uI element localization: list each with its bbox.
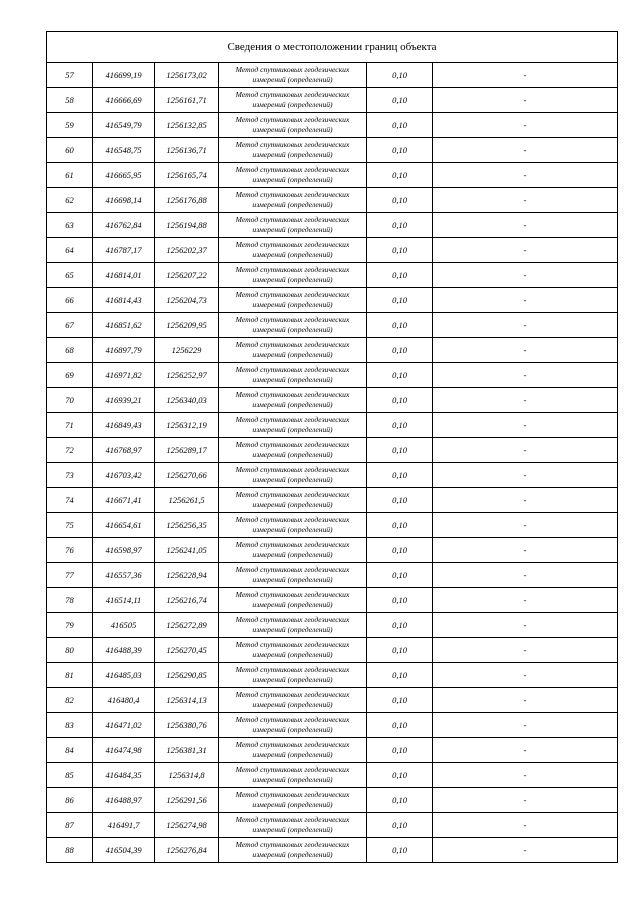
method-line-2: измерений (определений) bbox=[252, 100, 333, 109]
method-line-1: Метод спутниковых геодезических bbox=[235, 290, 350, 299]
point-number: 75 bbox=[47, 513, 93, 538]
coord-x: 416488,97 bbox=[93, 788, 155, 813]
point-number: 63 bbox=[47, 213, 93, 238]
method-line-1: Метод спутниковых геодезических bbox=[235, 665, 350, 674]
method-line-1: Метод спутниковых геодезических bbox=[235, 590, 350, 599]
note-value: - bbox=[433, 313, 618, 338]
coord-x: 416768,97 bbox=[93, 438, 155, 463]
method-line-1: Метод спутниковых геодезических bbox=[235, 790, 350, 799]
table-title: Сведения о местоположении границ объекта bbox=[47, 32, 618, 63]
precision-value: 0,10 bbox=[367, 213, 433, 238]
table-row bbox=[47, 388, 618, 413]
note-value: - bbox=[433, 438, 618, 463]
note-value: - bbox=[433, 88, 618, 113]
coord-x: 416939,21 bbox=[93, 388, 155, 413]
method-cell bbox=[219, 763, 367, 788]
method-cell bbox=[219, 588, 367, 613]
note-value: - bbox=[433, 388, 618, 413]
method-line-1: Метод спутниковых геодезических bbox=[235, 140, 350, 149]
method-line-2: измерений (определений) bbox=[252, 300, 333, 309]
method-line-1: Метод спутниковых геодезических bbox=[235, 190, 350, 199]
coord-x: 416505 bbox=[93, 613, 155, 638]
method-line-1: Метод спутниковых геодезических bbox=[235, 340, 350, 349]
table-row bbox=[47, 838, 618, 863]
table-row bbox=[47, 688, 618, 713]
coord-x: 416488,39 bbox=[93, 638, 155, 663]
coord-x: 416666,69 bbox=[93, 88, 155, 113]
coord-y: 1256202,37 bbox=[155, 238, 219, 263]
table-row bbox=[47, 463, 618, 488]
method-line-1: Метод спутниковых геодезических bbox=[235, 390, 350, 399]
precision-value: 0,10 bbox=[367, 288, 433, 313]
coord-x: 416557,36 bbox=[93, 563, 155, 588]
method-cell bbox=[219, 788, 367, 813]
method-line-1: Метод спутниковых геодезических bbox=[235, 165, 350, 174]
note-value: - bbox=[433, 463, 618, 488]
method-line-2: измерений (определений) bbox=[252, 225, 333, 234]
coord-x: 416849,43 bbox=[93, 413, 155, 438]
point-number: 84 bbox=[47, 738, 93, 763]
note-value: - bbox=[433, 738, 618, 763]
coord-y: 1256229 bbox=[155, 338, 219, 363]
coord-x: 416474,98 bbox=[93, 738, 155, 763]
table-row bbox=[47, 738, 618, 763]
method-line-2: измерений (определений) bbox=[252, 750, 333, 759]
point-number: 65 bbox=[47, 263, 93, 288]
method-line-2: измерений (определений) bbox=[252, 600, 333, 609]
method-line-1: Метод спутниковых геодезических bbox=[235, 515, 350, 524]
method-cell bbox=[219, 88, 367, 113]
table-row bbox=[47, 238, 618, 263]
coord-y: 1256314,8 bbox=[155, 763, 219, 788]
table-row bbox=[47, 438, 618, 463]
precision-value: 0,10 bbox=[367, 788, 433, 813]
table-row bbox=[47, 138, 618, 163]
note-value: - bbox=[433, 238, 618, 263]
table-row bbox=[47, 663, 618, 688]
note-value: - bbox=[433, 663, 618, 688]
precision-value: 0,10 bbox=[367, 88, 433, 113]
method-cell bbox=[219, 388, 367, 413]
method-line-2: измерений (определений) bbox=[252, 350, 333, 359]
method-line-2: измерений (определений) bbox=[252, 775, 333, 784]
table-row bbox=[47, 563, 618, 588]
method-cell bbox=[219, 738, 367, 763]
point-number: 66 bbox=[47, 288, 93, 313]
method-line-2: измерений (определений) bbox=[252, 850, 333, 859]
note-value: - bbox=[433, 588, 618, 613]
coord-x: 416814,01 bbox=[93, 263, 155, 288]
note-value: - bbox=[433, 838, 618, 863]
coord-y: 1256274,98 bbox=[155, 813, 219, 838]
method-line-1: Метод спутниковых геодезических bbox=[235, 415, 350, 424]
note-value: - bbox=[433, 613, 618, 638]
point-number: 71 bbox=[47, 413, 93, 438]
precision-value: 0,10 bbox=[367, 263, 433, 288]
method-line-1: Метод спутниковых геодезических bbox=[235, 365, 350, 374]
coord-y: 1256228,94 bbox=[155, 563, 219, 588]
coord-x: 416699,19 bbox=[93, 63, 155, 88]
point-number: 87 bbox=[47, 813, 93, 838]
method-cell bbox=[219, 213, 367, 238]
point-number: 62 bbox=[47, 188, 93, 213]
method-line-2: измерений (определений) bbox=[252, 125, 333, 134]
note-value: - bbox=[433, 113, 618, 138]
coord-x: 416762,84 bbox=[93, 213, 155, 238]
precision-value: 0,10 bbox=[367, 563, 433, 588]
point-number: 73 bbox=[47, 463, 93, 488]
precision-value: 0,10 bbox=[367, 638, 433, 663]
coord-y: 1256270,45 bbox=[155, 638, 219, 663]
point-number: 83 bbox=[47, 713, 93, 738]
coord-y: 1256290,85 bbox=[155, 663, 219, 688]
method-line-2: измерений (определений) bbox=[252, 550, 333, 559]
point-number: 77 bbox=[47, 563, 93, 588]
precision-value: 0,10 bbox=[367, 463, 433, 488]
coord-x: 416851,62 bbox=[93, 313, 155, 338]
method-line-1: Метод спутниковых геодезических bbox=[235, 265, 350, 274]
precision-value: 0,10 bbox=[367, 238, 433, 263]
method-cell bbox=[219, 63, 367, 88]
method-cell bbox=[219, 138, 367, 163]
coord-x: 416514,11 bbox=[93, 588, 155, 613]
coord-x: 416897,79 bbox=[93, 338, 155, 363]
precision-value: 0,10 bbox=[367, 438, 433, 463]
precision-value: 0,10 bbox=[367, 813, 433, 838]
note-value: - bbox=[433, 213, 618, 238]
coord-x: 416480,4 bbox=[93, 688, 155, 713]
note-value: - bbox=[433, 763, 618, 788]
precision-value: 0,10 bbox=[367, 63, 433, 88]
point-number: 85 bbox=[47, 763, 93, 788]
method-line-2: измерений (определений) bbox=[252, 375, 333, 384]
method-line-2: измерений (определений) bbox=[252, 525, 333, 534]
coord-y: 1256165,74 bbox=[155, 163, 219, 188]
coord-y: 1256381,31 bbox=[155, 738, 219, 763]
method-line-2: измерений (определений) bbox=[252, 425, 333, 434]
table-row bbox=[47, 813, 618, 838]
coord-y: 1256161,71 bbox=[155, 88, 219, 113]
note-value: - bbox=[433, 338, 618, 363]
method-line-2: измерений (определений) bbox=[252, 500, 333, 509]
boundary-table bbox=[46, 31, 618, 863]
method-line-1: Метод спутниковых геодезических bbox=[235, 640, 350, 649]
precision-value: 0,10 bbox=[367, 688, 433, 713]
table-row bbox=[47, 538, 618, 563]
precision-value: 0,10 bbox=[367, 838, 433, 863]
precision-value: 0,10 bbox=[367, 538, 433, 563]
method-cell bbox=[219, 438, 367, 463]
method-line-1: Метод спутниковых геодезических bbox=[235, 440, 350, 449]
point-number: 88 bbox=[47, 838, 93, 863]
point-number: 68 bbox=[47, 338, 93, 363]
table-row bbox=[47, 638, 618, 663]
coord-y: 1256270,66 bbox=[155, 463, 219, 488]
method-line-1: Метод спутниковых геодезических bbox=[235, 690, 350, 699]
coord-x: 416971,82 bbox=[93, 363, 155, 388]
coord-x: 416484,35 bbox=[93, 763, 155, 788]
method-line-2: измерений (определений) bbox=[252, 675, 333, 684]
method-cell bbox=[219, 363, 367, 388]
point-number: 61 bbox=[47, 163, 93, 188]
method-line-2: измерений (определений) bbox=[252, 150, 333, 159]
coord-x: 416787,17 bbox=[93, 238, 155, 263]
coord-y: 1256194,88 bbox=[155, 213, 219, 238]
method-cell bbox=[219, 813, 367, 838]
method-cell bbox=[219, 113, 367, 138]
method-cell bbox=[219, 638, 367, 663]
point-number: 57 bbox=[47, 63, 93, 88]
precision-value: 0,10 bbox=[367, 413, 433, 438]
note-value: - bbox=[433, 688, 618, 713]
method-cell bbox=[219, 688, 367, 713]
precision-value: 0,10 bbox=[367, 313, 433, 338]
method-line-2: измерений (определений) bbox=[252, 725, 333, 734]
note-value: - bbox=[433, 263, 618, 288]
method-line-2: измерений (определений) bbox=[252, 800, 333, 809]
precision-value: 0,10 bbox=[367, 713, 433, 738]
method-line-2: измерений (определений) bbox=[252, 450, 333, 459]
method-cell bbox=[219, 613, 367, 638]
table-row bbox=[47, 338, 618, 363]
note-value: - bbox=[433, 638, 618, 663]
point-number: 67 bbox=[47, 313, 93, 338]
point-number: 76 bbox=[47, 538, 93, 563]
precision-value: 0,10 bbox=[367, 488, 433, 513]
method-line-1: Метод спутниковых геодезических bbox=[235, 65, 350, 74]
coord-x: 416654,61 bbox=[93, 513, 155, 538]
method-line-1: Метод спутниковых геодезических bbox=[235, 615, 350, 624]
note-value: - bbox=[433, 63, 618, 88]
point-number: 69 bbox=[47, 363, 93, 388]
method-line-1: Метод спутниковых геодезических bbox=[235, 840, 350, 849]
note-value: - bbox=[433, 713, 618, 738]
table-row bbox=[47, 413, 618, 438]
method-line-2: измерений (определений) bbox=[252, 175, 333, 184]
table-row bbox=[47, 488, 618, 513]
table-row bbox=[47, 288, 618, 313]
coord-y: 1256291,56 bbox=[155, 788, 219, 813]
point-number: 72 bbox=[47, 438, 93, 463]
coord-y: 1256207,22 bbox=[155, 263, 219, 288]
point-number: 80 bbox=[47, 638, 93, 663]
method-cell bbox=[219, 413, 367, 438]
coord-y: 1256136,71 bbox=[155, 138, 219, 163]
method-cell bbox=[219, 513, 367, 538]
note-value: - bbox=[433, 488, 618, 513]
precision-value: 0,10 bbox=[367, 613, 433, 638]
coord-x: 416671,41 bbox=[93, 488, 155, 513]
precision-value: 0,10 bbox=[367, 163, 433, 188]
point-number: 74 bbox=[47, 488, 93, 513]
coord-y: 1256176,88 bbox=[155, 188, 219, 213]
method-line-1: Метод спутниковых геодезических bbox=[235, 815, 350, 824]
table-row bbox=[47, 113, 618, 138]
method-line-2: измерений (определений) bbox=[252, 250, 333, 259]
method-line-1: Метод спутниковых геодезических bbox=[235, 740, 350, 749]
table-row bbox=[47, 763, 618, 788]
method-cell bbox=[219, 538, 367, 563]
coord-y: 1256340,03 bbox=[155, 388, 219, 413]
method-cell bbox=[219, 288, 367, 313]
table-row bbox=[47, 263, 618, 288]
table-row bbox=[47, 613, 618, 638]
method-line-1: Метод спутниковых геодезических bbox=[235, 715, 350, 724]
note-value: - bbox=[433, 813, 618, 838]
method-line-1: Метод спутниковых геодезических bbox=[235, 240, 350, 249]
point-number: 86 bbox=[47, 788, 93, 813]
method-cell bbox=[219, 338, 367, 363]
point-number: 58 bbox=[47, 88, 93, 113]
method-line-1: Метод спутниковых геодезических bbox=[235, 465, 350, 474]
coord-x: 416814,43 bbox=[93, 288, 155, 313]
precision-value: 0,10 bbox=[367, 138, 433, 163]
method-cell bbox=[219, 838, 367, 863]
coord-y: 1256209,95 bbox=[155, 313, 219, 338]
note-value: - bbox=[433, 163, 618, 188]
note-value: - bbox=[433, 413, 618, 438]
method-cell bbox=[219, 263, 367, 288]
coord-y: 1256241,05 bbox=[155, 538, 219, 563]
method-line-1: Метод спутниковых геодезических bbox=[235, 765, 350, 774]
coord-y: 1256173,02 bbox=[155, 63, 219, 88]
method-line-1: Метод спутниковых геодезических bbox=[235, 115, 350, 124]
method-cell bbox=[219, 663, 367, 688]
precision-value: 0,10 bbox=[367, 588, 433, 613]
note-value: - bbox=[433, 138, 618, 163]
coord-y: 1256314,13 bbox=[155, 688, 219, 713]
coord-x: 416703,42 bbox=[93, 463, 155, 488]
method-line-2: измерений (определений) bbox=[252, 400, 333, 409]
method-cell bbox=[219, 563, 367, 588]
coord-x: 416598,97 bbox=[93, 538, 155, 563]
precision-value: 0,10 bbox=[367, 388, 433, 413]
method-line-1: Метод спутниковых геодезических bbox=[235, 565, 350, 574]
method-line-2: измерений (определений) bbox=[252, 700, 333, 709]
table-row bbox=[47, 88, 618, 113]
point-number: 59 bbox=[47, 113, 93, 138]
note-value: - bbox=[433, 788, 618, 813]
method-cell bbox=[219, 163, 367, 188]
note-value: - bbox=[433, 513, 618, 538]
coord-x: 416698,14 bbox=[93, 188, 155, 213]
point-number: 70 bbox=[47, 388, 93, 413]
method-line-2: измерений (определений) bbox=[252, 200, 333, 209]
note-value: - bbox=[433, 538, 618, 563]
coord-y: 1256204,73 bbox=[155, 288, 219, 313]
coord-y: 1256216,74 bbox=[155, 588, 219, 613]
method-cell bbox=[219, 713, 367, 738]
method-line-2: измерений (определений) bbox=[252, 625, 333, 634]
precision-value: 0,10 bbox=[367, 513, 433, 538]
precision-value: 0,10 bbox=[367, 363, 433, 388]
precision-value: 0,10 bbox=[367, 113, 433, 138]
table-row bbox=[47, 313, 618, 338]
table-row bbox=[47, 63, 618, 88]
method-line-1: Метод спутниковых геодезических bbox=[235, 490, 350, 499]
table-row bbox=[47, 588, 618, 613]
table-row bbox=[47, 188, 618, 213]
point-number: 64 bbox=[47, 238, 93, 263]
method-cell bbox=[219, 463, 367, 488]
method-line-2: измерений (определений) bbox=[252, 75, 333, 84]
table-row bbox=[47, 363, 618, 388]
point-number: 82 bbox=[47, 688, 93, 713]
method-cell bbox=[219, 238, 367, 263]
coord-y: 1256132,85 bbox=[155, 113, 219, 138]
method-line-2: измерений (определений) bbox=[252, 275, 333, 284]
method-line-1: Метод спутниковых геодезических bbox=[235, 215, 350, 224]
method-line-2: измерений (определений) bbox=[252, 475, 333, 484]
coord-x: 416665,95 bbox=[93, 163, 155, 188]
note-value: - bbox=[433, 188, 618, 213]
method-line-2: измерений (определений) bbox=[252, 825, 333, 834]
method-line-1: Метод спутниковых геодезических bbox=[235, 90, 350, 99]
method-line-2: измерений (определений) bbox=[252, 575, 333, 584]
coord-y: 1256252,97 bbox=[155, 363, 219, 388]
table-title-row bbox=[47, 32, 618, 63]
table-row bbox=[47, 513, 618, 538]
coord-x: 416471,02 bbox=[93, 713, 155, 738]
table-row bbox=[47, 713, 618, 738]
coord-y: 1256380,76 bbox=[155, 713, 219, 738]
method-line-2: измерений (определений) bbox=[252, 325, 333, 334]
coord-y: 1256256,35 bbox=[155, 513, 219, 538]
precision-value: 0,10 bbox=[367, 738, 433, 763]
point-number: 79 bbox=[47, 613, 93, 638]
method-line-2: измерений (определений) bbox=[252, 650, 333, 659]
method-cell bbox=[219, 488, 367, 513]
note-value: - bbox=[433, 563, 618, 588]
note-value: - bbox=[433, 288, 618, 313]
precision-value: 0,10 bbox=[367, 663, 433, 688]
point-number: 60 bbox=[47, 138, 93, 163]
coord-x: 416548,75 bbox=[93, 138, 155, 163]
coord-y: 1256276,84 bbox=[155, 838, 219, 863]
precision-value: 0,10 bbox=[367, 188, 433, 213]
method-line-1: Метод спутниковых геодезических bbox=[235, 540, 350, 549]
coord-y: 1256289,17 bbox=[155, 438, 219, 463]
table-row bbox=[47, 213, 618, 238]
precision-value: 0,10 bbox=[367, 763, 433, 788]
coord-y: 1256312,19 bbox=[155, 413, 219, 438]
method-cell bbox=[219, 313, 367, 338]
coord-y: 1256272,89 bbox=[155, 613, 219, 638]
table-row bbox=[47, 788, 618, 813]
precision-value: 0,10 bbox=[367, 338, 433, 363]
coord-x: 416491,7 bbox=[93, 813, 155, 838]
coord-x: 416504,39 bbox=[93, 838, 155, 863]
coord-x: 416549,79 bbox=[93, 113, 155, 138]
coord-x: 416485,03 bbox=[93, 663, 155, 688]
method-line-1: Метод спутниковых геодезических bbox=[235, 315, 350, 324]
table-row bbox=[47, 163, 618, 188]
coord-y: 1256261,5 bbox=[155, 488, 219, 513]
method-cell bbox=[219, 188, 367, 213]
point-number: 81 bbox=[47, 663, 93, 688]
point-number: 78 bbox=[47, 588, 93, 613]
note-value: - bbox=[433, 363, 618, 388]
